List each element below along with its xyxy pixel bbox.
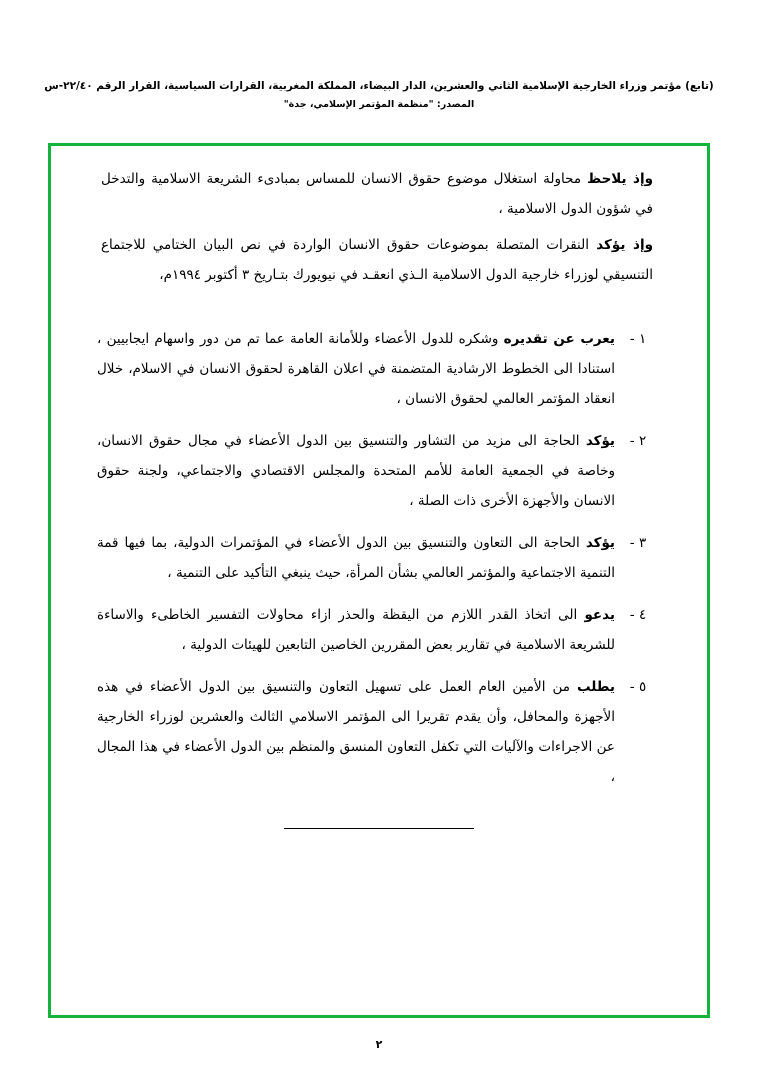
list-item-number: ٤ - <box>629 607 647 623</box>
list-item-text <box>97 324 615 414</box>
preamble-text-1: محاولة استغلال موضوع حقوق الانسان للمساس بمبادىء الشريعة الاسلامية والتدخل في شؤون الدول الاسلامية ، <box>101 171 653 217</box>
content-frame <box>48 143 710 1018</box>
document-header <box>0 78 758 113</box>
list-item <box>97 528 661 588</box>
list-item-number: ١ - <box>629 331 647 347</box>
list-item-body: الحاجة الى التعاون والتنسيق بين الدول الأعضاء في المؤتمرات الدولية، بما فيها قمة التنمية الاجتماعية والمؤتمر العالمي بشأن المرأة، حيث ينبغي التأكيد على التنمية ، <box>97 535 615 581</box>
page-number: ٢ <box>375 1038 383 1051</box>
list-item-text <box>97 426 615 516</box>
list-item-number: ٣ - <box>629 535 647 551</box>
list-item <box>97 324 661 414</box>
list-item-lead: يطلب <box>576 679 615 695</box>
list-item-text <box>97 600 615 660</box>
list-item <box>97 672 661 792</box>
preamble-paragraph-2 <box>97 230 661 290</box>
list-item <box>97 426 661 516</box>
list-item-body: من الأمين العام العمل على تسهيل التعاون والتنسيق بين الدول الأعضاء في هذه الأجهزة والمحافل، وأن يقدم تقريرا الى المؤتمر الاسلامي الثالث والعشرين لوزراء الخارجية عن الاجراءات والآليات التي تكفل التعاون المنسق والمنظم بين الدول الأعضاء في هذا المجال ، <box>97 679 615 785</box>
list-item-body: الحاجة الى مزيد من التشاور والتنسيق بين الدول الأعضاء في مجال حقوق الانسان، وخاصة في الجمعية العامة للأمم المتحدة والمجلس الاقتصادي والاجتماعي، ولجنة حقوق الانسان والأجهزة الأخرى ذات الصلة ، <box>97 433 615 509</box>
list-item-body: وشكره للدول الأعضاء وللأمانة العامة عما تم من دور واسهام ايجابيين ، استنادا الى الخطوط الارشادية المتضمنة في اعلان القاهرة لحقوق الانسان في الاسلام، خلال انعقاد المؤتمر العالمي لحقوق الانسان ، <box>97 331 615 407</box>
list-item-lead: يدعو <box>584 607 615 623</box>
header-title-line: (تابع) مؤتمر وزراء الخارجية الإسلامية الثاني والعشرين، الدار البيضاء، المملكة المغربية، القرارات السياسية، القرار الرقم ٢٢/٤٠-س <box>44 80 714 92</box>
preamble-lead-2: وإذ يؤكد <box>596 237 653 253</box>
preamble-lead-1: وإذ يلاحظ <box>587 171 653 187</box>
separator-rule-wrapper <box>97 818 661 837</box>
list-item-number: ٥ - <box>629 679 647 695</box>
list-item-text <box>97 672 615 792</box>
resolution-items <box>97 324 661 792</box>
section-spacer <box>97 296 661 314</box>
preamble-paragraph-1 <box>97 164 661 224</box>
list-item <box>97 600 661 660</box>
document-body <box>97 164 661 837</box>
list-item-number: ٢ - <box>629 433 647 449</box>
list-item-lead: يعرب عن تقديره <box>503 331 615 347</box>
list-item-lead: يؤكد <box>585 535 615 551</box>
preamble-text-2: النقرات المتصلة بموضوعات حقوق الانسان الواردة في نص البيان الختامي للاجتماع التنسيقي لوزراء خارجية الدول الاسلامية الـذي انعقـد في نيويورك بتـاريخ ٣ أكتوبر ١٩٩٤م، <box>101 237 653 283</box>
list-item-text <box>97 528 615 588</box>
list-item-lead: يؤكد <box>585 433 615 449</box>
list-item-body: الى اتخاذ القدر اللازم من اليقظة والحذر ازاء محاولات التفسير الخاطىء والاساءة للشريعة الاسلامية في تقارير بعض المقررين الخاصين التابعين للهيئات الدولية ، <box>97 607 615 653</box>
header-source-line: المصدر: "منظمة المؤتمر الإسلامي، جدة" <box>283 99 475 110</box>
horizontal-rule <box>284 828 474 829</box>
